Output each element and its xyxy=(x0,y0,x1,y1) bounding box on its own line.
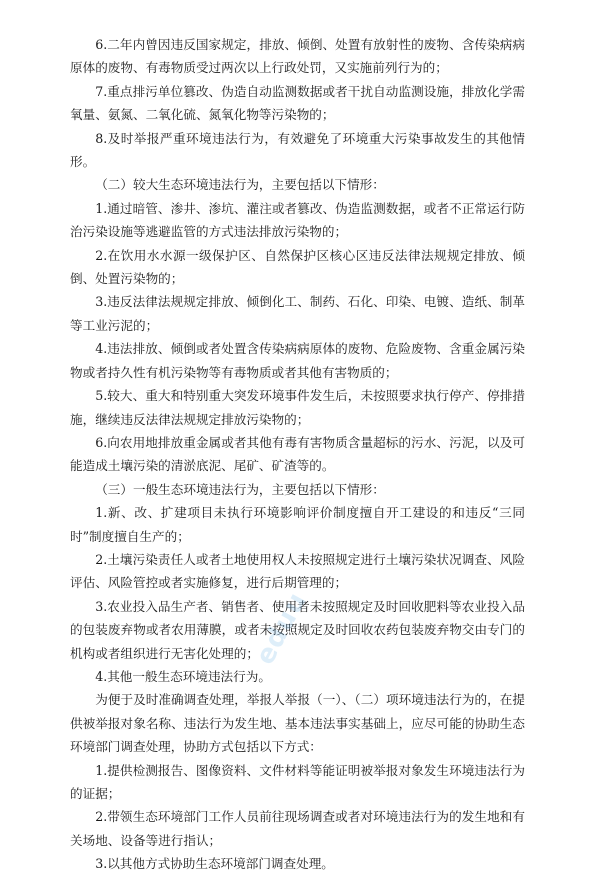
paragraph: 4.其他一般生态环境违法行为。 xyxy=(95,668,271,684)
paragraph: 6.二年内曾因违反国家规定，排放、倾倒、处置有放射性的废物、含传染病病原体的废物、有毒物质受过两次以上行政处罚，又实施前列行为的； xyxy=(70,37,525,76)
document-body xyxy=(70,33,525,876)
section-heading: （三）一般生态环境违法行为，主要包括以下情形： xyxy=(95,481,385,497)
paragraph: 3.以其他方式协助生态环境部门调查处理。 xyxy=(95,856,334,872)
paragraph: 6.向农用地排放重金属或者其他有毒有害物质含量超标的污水、污泥，以及可能造成土壤污染的清淤底泥、尾矿、矿渣等的。 xyxy=(70,434,525,474)
paragraph: 8.及时举报严重环境违法行为，有效避免了环境重大污染事故发生的其他情形。 xyxy=(70,130,525,170)
paragraph: 1.新、改、扩建项目未执行环境影响评价制度擅自开工建设的和违反“三同时”制度擅自生产的； xyxy=(70,505,525,544)
paragraph: 4.违法排放、倾倒或者处置含传染病病原体的废物、危险废物、含重金属污染物或者持久性有机污染物等有毒物质或者其他有害物质的； xyxy=(70,341,525,380)
paragraph: 2.在饮用水水源一级保护区、自然保护区核心区违反法律法规规定排放、倾倒、处置污染物的； xyxy=(70,247,525,287)
paragraph: 2.土壤污染责任人或者土地使用权人未按照规定进行土壤污染状况调查、风险评估、风险管控或者实施修复，进行后期管理的； xyxy=(70,551,525,591)
paragraph: 1.通过暗管、渗井、渗坑、灌注或者篡改、伪造监测数据，或者不正常运行防治污染设施等逃避监管的方式违法排放污染物的； xyxy=(70,200,525,240)
paragraph: 5.较大、重大和特别重大突发环境事件发生后，未按照要求执行停产、停排措施，继续违反法律法规规定排放污染物的； xyxy=(70,388,525,427)
section-heading: （二）较大生态环境违法行为，主要包括以下情形： xyxy=(95,177,385,193)
paragraph: 为便于及时准确调查处理，举报人举报（一）、（二）项环境违法行为的，在提供被举报对象名称、违法行为发生地、基本违法事实基础上，应尽可能的协助生态环境部门调查处理，协助方式包括以下方式： xyxy=(70,692,525,755)
paragraph: 2.带领生态环境部门工作人员前往现场调查或者对环境违法行为的发生地和有关场地、设备等进行指认； xyxy=(70,809,525,848)
watermark: eduu xyxy=(250,587,313,670)
paragraph: 1.提供检测报告、图像资料、文件材料等能证明被举报对象发生环境违法行为的证据； xyxy=(70,762,525,801)
paragraph: 3.违反法律法规规定排放、倾倒化工、制药、石化、印染、电镀、造纸、制革等工业污泥的； xyxy=(70,294,525,333)
paragraph: 3.农业投入品生产者、销售者、使用者未按照规定及时回收肥料等农业投入品的包装废弃物或者农用薄膜，或者未按照规定及时回收农药包装废弃物交由专门的机构或者组织进行无害化处理的； xyxy=(70,598,525,661)
paragraph: 7.重点排污单位篡改、伪造自动监测数据或者干扰自动监测设施，排放化学需氧量、氨氮、二氧化硫、氮氧化物等污染物的； xyxy=(70,83,525,123)
